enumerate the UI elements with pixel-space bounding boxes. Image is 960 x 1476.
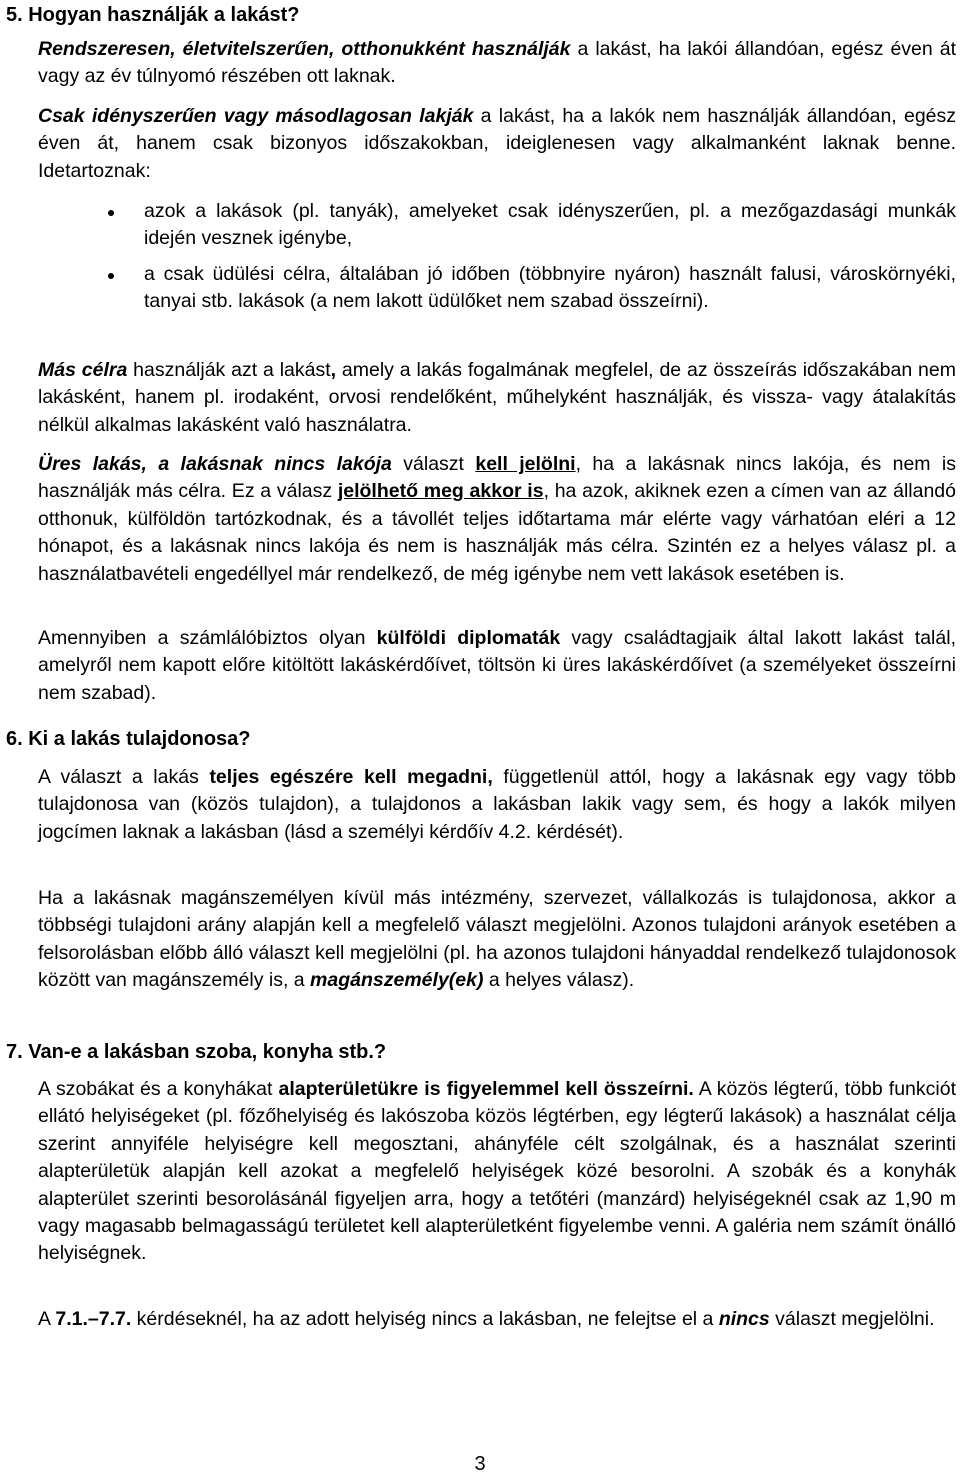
text-run: Ha a lakásnak magánszemélyen kívül más intézmény, szervezet, vállalkozás is tulajdonosa, akkor a többségi tulajdoni arány alapján kell a megfelelő választ megjelölni. Azonos tulajdoni arányok esetében a felsorolásban előbb álló választ kell megjelölni (pl. ha azonos tulajdoni hányaddal rendelkező tulajdonosok között van magánszemély is, a: [38, 887, 956, 992]
section-6-heading: 6. Ki a lakás tulajdonosa?: [6, 728, 251, 750]
text-run: alapterületükre is figyelemmel kell összeírni.: [278, 1078, 694, 1100]
section-5-paragraph-5: [38, 625, 956, 707]
section-6-paragraph-2: [38, 885, 956, 995]
section-5-heading: 5. Hogyan használják a lakást?: [6, 4, 300, 26]
text-run: , ha a lakásnak nincs lakója, és nem is használják más célra. Ez a válasz: [38, 453, 956, 503]
text-run: a lakást, ha lakói állandóan, egész éven át vagy az év túlnyomó részében ott laknak.: [38, 38, 957, 88]
bullet-icon: [108, 273, 114, 279]
text-run: A: [38, 1308, 56, 1330]
bullet-item: [0, 261, 956, 316]
text-run: A választ a lakás: [38, 766, 210, 788]
section-5-paragraph-1: [38, 36, 956, 91]
text-run: , ha azok, akiknek ezen a címen van az állandó otthonuk, külföldön tartózkodnak, és a távollét teljes időtartama már elérte vagy várhatóan eléri a 12 hónapot, és a lakásnak nincs lakója és nem is használják más célra. Szintén ez a helyes válasz pl. a használatbavételi engedéllyel már rendelkező, de még igénybe nem vett lakások esetében is.: [38, 480, 956, 585]
text-run: jelölhető meg akkor is: [337, 480, 544, 503]
section-7-heading: 7. Van-e a lakásban szoba, konyha stb.?: [6, 1041, 387, 1063]
text-run: használják azt a lakást: [127, 359, 331, 381]
text-run: A szobákat és a konyhákat: [38, 1078, 279, 1100]
text-run: nincs: [718, 1308, 770, 1330]
text-run: Amennyiben a számlálóbiztos olyan: [38, 627, 377, 649]
section-7-paragraph-1: [38, 1076, 956, 1268]
text-run: kérdéseknél, ha az adott helyiség nincs a lakásban, ne felejtse el a: [131, 1308, 719, 1330]
text-run: függetlenül attól, hogy a lakásnak egy vagy több tulajdonosa van (közös tulajdon), a tulajdonos a lakásban lakik vagy sem, és hogy a lakók milyen jogcímen laknak a lakásban (lásd a személyi kérdőív 4.2. kérdését).: [38, 766, 956, 843]
text-run: a helyes válasz).: [483, 969, 635, 992]
page-number: 3: [474, 1453, 486, 1475]
text-run: amely a lakás fogalmának megfelel, de az összeírás időszakában nem lakásként, hanem pl. irodaként, orvosi rendelőként, műhelyként használják, és vissza- vagy átalakítás nélkül alkalmas lakásként való használatra.: [38, 359, 956, 436]
section-6-paragraph-1: [38, 764, 956, 846]
section-5-paragraph-2: [38, 103, 956, 185]
section-5-bullet-list: [0, 198, 960, 316]
text-run: választ megjelölni.: [769, 1308, 935, 1330]
text-run: A közös légterű, több funkciót ellátó helyiségeket (pl. főzőhelyiség és lakószoba közös légtérben, egy légterű lakások) a használat célja szerint annyiféle helyiségre kell megosztani, ahányféle célt szolgálnak, és a használat szerinti alapterületük alapján kell azokat a megfelelő helyiségek közé besorolni. A szobák és a konyhák alapterület szerinti besorolásánál figyeljen arra, hogy a tetőtéri (manzárd) helyiségeknél csak az 1,90 m vagy magasabb belmagasságú területet kell alapterületként figyelembe venni. A galéria nem számít önálló helyiségnek.: [38, 1078, 956, 1265]
text-run: Rendszeresen, életvitelszerűen, otthonukként használják: [38, 38, 571, 60]
text-run: kell jelölni: [475, 453, 576, 475]
text-run: ,: [330, 359, 337, 381]
text-run: vagy családtagjaik által lakott lakást talál, amelyről nem kapott előre kitöltött lakáskérdőívet, töltsön ki üres lakáskérdőívet (a személyeket összeírni nem szabad).: [38, 627, 956, 704]
text-run: Üres lakás, a lakásnak nincs lakója: [38, 453, 392, 475]
section-5-paragraph-3: [38, 357, 956, 439]
text-run: magánszemély(ek): [310, 969, 484, 992]
text-run: a lakást, ha a lakók nem használják állandóan, egész éven át, hanem csak bizonyos időszakokban, ideiglenesen vagy alkalmanként laknak benne. Idetartoznak:: [38, 105, 957, 182]
text-run: külföldi diplomaták: [376, 627, 561, 649]
text-run: Más célra: [38, 359, 128, 381]
section-7-paragraph-2: [38, 1306, 956, 1333]
text-run: teljes egészére kell megadni,: [209, 766, 493, 788]
bullet-item: [0, 198, 956, 253]
bullet-item-text: azok a lakások (pl. tanyák), amelyeket csak idényszerűen, pl. a mezőgazdasági munkák idején vesznek igénybe,: [144, 200, 956, 250]
text-run: 7.1.–7.7.: [55, 1308, 132, 1330]
bullet-item-text: a csak üdülési célra, általában jó időben (többnyire nyáron) használt falusi, városkörnyéki, tanyai stb. lakások (a nem lakott üdülőket nem szabad összeírni).: [144, 262, 956, 313]
text-run: Csak idényszerűen vagy másodlagosan lakják: [38, 105, 474, 127]
bullet-icon: [108, 210, 114, 216]
section-5-paragraph-4: [38, 451, 956, 588]
text-run: választ: [391, 453, 476, 475]
